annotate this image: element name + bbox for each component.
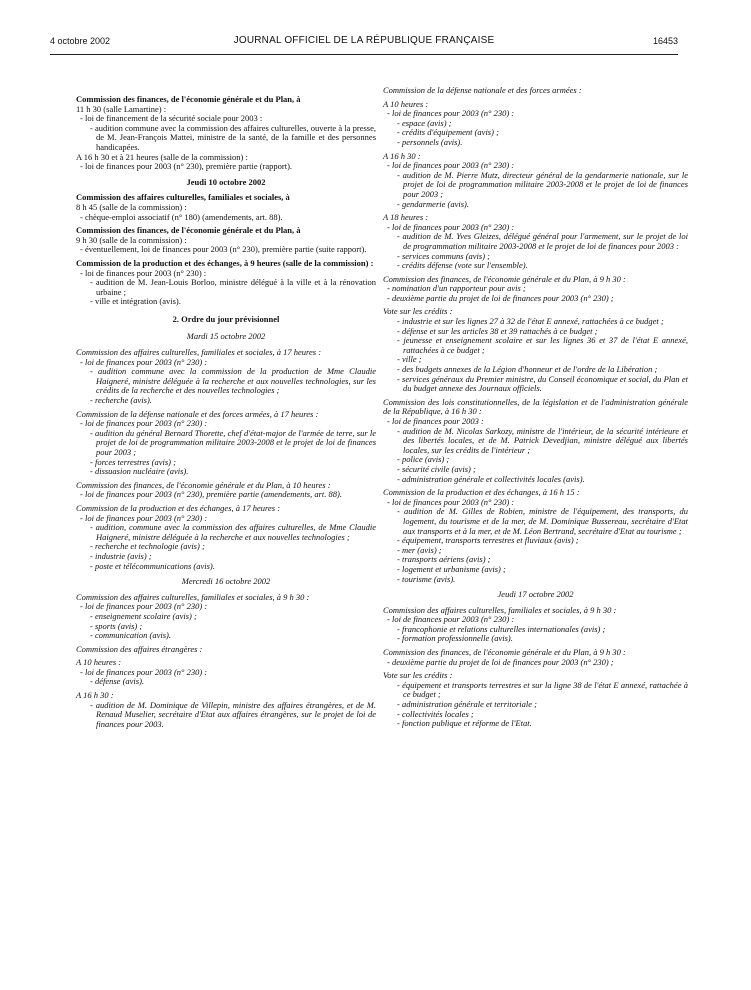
page-header <box>50 34 678 50</box>
left-paragraph: 9 h 30 (salle de la commission) : <box>76 234 187 245</box>
right-paragraph: Jeudi 17 octobre 2002 <box>497 589 574 600</box>
right-paragraph: A 10 heures : <box>383 98 429 109</box>
left-paragraph: Commission des finances, de l'économie générale et du Plan, à <box>76 94 301 104</box>
left-paragraph: - défense (avis). <box>90 676 145 687</box>
left-paragraph: Commission de la production et des échanges, à 9 heures (salle de la commission) : <box>76 257 374 268</box>
right-paragraph: - transports aériens (avis) ; <box>397 554 491 565</box>
right-paragraph: - des budgets annexes de la Légion d'honneur et de l'ordre de la Libération ; <box>397 364 658 375</box>
left-paragraph: - loi de finances pour 2003 (n° 230) : <box>80 666 208 677</box>
left-paragraph: - loi de finances pour 2003 (n° 230) : <box>80 267 207 278</box>
right-paragraph: - collectivités locales ; <box>397 708 474 719</box>
left-paragraph: Commission des affaires étrangères : <box>76 643 203 654</box>
right-paragraph: - loi de finances pour 2003 (n° 230) : <box>387 160 515 171</box>
header-date: 4 octobre 2002 <box>50 36 111 46</box>
left-paragraph: - chèque-emploi associatif (n° 180) (amendements, art. 88). <box>80 211 283 222</box>
left-paragraph: - loi de finances pour 2003 (n° 230) : <box>80 356 208 367</box>
right-column <box>383 86 688 729</box>
left-paragraph: 11 h 30 (salle Lamartine) : <box>76 103 167 114</box>
right-paragraph: - tourisme (avis). <box>397 573 456 584</box>
left-paragraph: - enseignement scolaire (avis) ; <box>90 610 197 621</box>
right-paragraph: - police (avis) ; <box>397 454 450 465</box>
right-paragraph: - deuxième partie du projet de loi de finances pour 2003 (n° 230) ; <box>387 292 614 303</box>
left-paragraph: 8 h 45 (salle de la commission) : <box>76 201 187 212</box>
right-paragraph: - logement et urbanisme (avis) ; <box>397 563 506 574</box>
right-paragraph: Commission de la défense nationale et des forces armées : <box>383 85 582 95</box>
left-paragraph: - recherche (avis). <box>90 395 152 406</box>
right-paragraph: Commission des finances, de l'économie générale et du Plan, à 9 h 30 : <box>383 273 626 284</box>
right-paragraph: - services généraux du Premier ministre, du Conseil économique et social, du Plan et du budget annexe des Journaux officiels. <box>397 373 688 394</box>
left-paragraph: Commission de la production et des échanges, à 17 heures : <box>76 502 281 513</box>
right-paragraph: Commission des finances, de l'économie générale et du Plan, à 9 h 30 : <box>383 647 626 658</box>
right-paragraph: - loi de finances pour 2003 (n° 230) : <box>387 496 515 507</box>
left-paragraph: - loi de finances pour 2003 (n° 230), première partie (rapport). <box>80 161 293 172</box>
left-paragraph: - loi de finances pour 2003 (n° 230) : <box>80 512 208 523</box>
left-paragraph: - audition de M. Dominique de Villepin, ministre des affaires étrangères, et de M. Renaud Muselier, secrétaire d'Etat aux affaires étrangères, sur le projet de loi de finances pour 2003. <box>90 699 376 729</box>
right-paragraph: Vote sur les crédits : <box>383 670 453 681</box>
left-paragraph: - audition de M. Jean-Louis Borloo, ministre délégué à la ville et à la rénovation urbaine ; <box>90 277 376 297</box>
left-paragraph: Commission des affaires culturelles, familiales et sociales, à 9 h 30 : <box>76 591 310 602</box>
right-paragraph: - deuxième partie du projet de loi de finances pour 2003 (n° 230) ; <box>387 656 614 667</box>
left-paragraph: - poste et télécommunications (avis). <box>90 560 215 571</box>
left-paragraph: - audition commune avec la commission de la production de Mme Claudie Haigneré, ministre déléguée à la recherche et aux nouvelles technologies, sur les crédits de la recherche et des nouvelles technologies ; <box>90 366 376 396</box>
right-paragraph: - services communs (avis) ; <box>397 250 490 261</box>
left-paragraph: A 10 heures : <box>76 657 122 668</box>
page-number: 16453 <box>652 36 678 46</box>
header-rule <box>50 54 678 55</box>
right-paragraph: A 18 heures : <box>383 212 429 223</box>
left-paragraph: - ville et intégration (avis). <box>90 296 181 307</box>
right-paragraph: - administration générale et territoriale ; <box>397 699 537 710</box>
right-paragraph: - personnels (avis). <box>397 136 463 147</box>
right-paragraph: - nomination d'un rapporteur pour avis ; <box>387 283 526 294</box>
left-paragraph: - loi de financement de la sécurité sociale pour 2003 : <box>80 113 263 124</box>
left-paragraph: 2. Ordre du jour prévisionnel <box>172 313 280 324</box>
left-paragraph: A 16 h 30 : <box>76 690 114 701</box>
right-paragraph: Commission des affaires culturelles, familiales et sociales, à 9 h 30 : <box>383 604 617 615</box>
right-paragraph: A 16 h 30 : <box>383 150 421 161</box>
right-paragraph: Commission des lois constitutionnelles, de la législation et de l'administration générale de la République, à 16 h 30 : <box>383 396 688 417</box>
left-paragraph: Commission des affaires culturelles, familiales et sociales, à 17 heures : <box>76 347 322 358</box>
right-paragraph: - loi de finances pour 2003 (n° 230) : <box>387 221 515 232</box>
journal-title: JOURNAL OFFICIEL DE LA RÉPUBLIQUE FRANÇAISE <box>233 35 495 46</box>
left-paragraph: - forces terrestres (avis) ; <box>90 456 176 467</box>
right-paragraph: - formation professionnelle (avis). <box>397 633 513 644</box>
left-paragraph: Commission des affaires culturelles, familiales et sociales, à <box>76 192 290 203</box>
right-paragraph: - administration générale et collectivités locales (avis). <box>397 473 585 484</box>
right-paragraph: - francophonie et relations culturelles internationales (avis) ; <box>397 623 606 634</box>
right-paragraph: - équipement et transports terrestres et sur la ligne 38 de l'état E annexé, rattachée à ce budget ; <box>397 679 688 700</box>
right-paragraph: - loi de finances pour 2003 (n° 230) : <box>387 614 515 625</box>
left-paragraph: - audition du général Bernard Thorette, chef d'état-major de l'armée de terre, sur le projet de loi de programmation militaire 2003-2008 et le projet de loi de finances pour 2003 ; <box>90 427 376 457</box>
right-paragraph: - audition de M. Pierre Mutz, directeur général de la gendarmerie nationale, sur le projet de loi de programmation militaire 2003-2008 et le projet de loi de finances pour 2003 ; <box>397 169 688 199</box>
right-paragraph: - loi de finances pour 2003 : <box>387 416 484 426</box>
right-paragraph: - gendarmerie (avis). <box>397 198 469 209</box>
left-paragraph: Commission de la défense nationale et des forces armées, à 17 heures : <box>76 408 319 419</box>
right-paragraph: - audition de M. Gilles de Robien, ministre de l'équipement, des transports, du logement, du tourisme et de la mer, de M. Dominique Bussereau, secrétaire d'Etat aux transports et à la mer, et de M. Léon Bertrand, secrétaire d'Etat au tourisme ; <box>397 506 688 536</box>
left-column <box>76 95 376 729</box>
right-paragraph: - mer (avis) ; <box>397 544 442 555</box>
left-paragraph: - dissuasion nucléaire (avis). <box>90 466 189 477</box>
left-paragraph: - loi de finances pour 2003 (n° 230), première partie (amendements, art. 88). <box>80 489 342 500</box>
right-paragraph: - espace (avis) ; <box>397 117 452 128</box>
right-paragraph: - sécurité civile (avis) ; <box>397 463 476 474</box>
right-paragraph: - crédits d'équipement (avis) ; <box>397 127 499 138</box>
right-paragraph: - jeunesse et enseignement scolaire et sur les lignes 36 et 37 de l'état E annexé, rattachées à ce budget ; <box>397 335 688 355</box>
left-paragraph: Mercredi 16 octobre 2002 <box>181 576 271 587</box>
right-paragraph: Vote sur les crédits : <box>383 306 453 317</box>
right-paragraph: - crédits défense (vote sur l'ensemble). <box>397 260 528 271</box>
left-paragraph: - recherche et technologie (avis) ; <box>90 541 205 552</box>
left-paragraph: A 16 h 30 et à 21 heures (salle de la commission) : <box>76 151 248 162</box>
left-paragraph: - industrie (avis) ; <box>90 550 152 561</box>
left-paragraph: Commission des finances, de l'économie générale et du Plan, à <box>76 225 301 236</box>
left-paragraph: - communication (avis). <box>90 630 171 641</box>
left-paragraph: - éventuellement, loi de finances pour 2003 (n° 230), première partie (suite rapport). <box>80 244 367 255</box>
left-paragraph: - audition, commune avec la commission des affaires culturelles, de Mme Claudie Haigneré, ministre déléguée à la recherche et aux nouvelles technologies ; <box>90 522 376 542</box>
left-paragraph: - loi de finances pour 2003 (n° 230) : <box>80 418 208 429</box>
right-paragraph: - audition de M. Yves Gleizes, délégué général pour l'armement, sur le projet de loi de programmation militaire 2003-2008 et le projet de loi de finances pour 2003 : <box>397 231 688 251</box>
right-paragraph: - loi de finances pour 2003 (n° 230) : <box>387 108 515 119</box>
right-paragraph: - ville ; <box>397 354 422 365</box>
left-paragraph: Commission des finances, de l'économie générale et du Plan, à 10 heures : <box>76 479 331 490</box>
left-paragraph: Jeudi 10 octobre 2002 <box>186 176 266 187</box>
right-paragraph: - défense et sur les articles 38 et 39 rattachés à ce budget ; <box>397 325 598 336</box>
right-paragraph: - fonction publique et réforme de l'Etat. <box>397 718 532 729</box>
right-paragraph: Commission de la production et des échanges, à 16 h 15 : <box>383 487 580 498</box>
right-paragraph: - audition de M. Nicolas Sarkozy, ministre de l'intérieur, de la sécurité intérieure et des libertés locales, et de M. Patrick Devedjian, ministre délégué aux libertés locales, sur les crédits de l'intérieur ; <box>397 425 688 455</box>
left-paragraph: Mardi 15 octobre 2002 <box>186 331 266 342</box>
right-paragraph: - industrie et sur les lignes 27 à 32 de l'état E annexé, rattachées à ce budget ; <box>397 316 664 327</box>
left-paragraph: - sports (avis) ; <box>90 620 143 631</box>
right-paragraph: - équipement, transports terrestres et fluviaux (avis) ; <box>397 535 579 546</box>
left-paragraph: - loi de finances pour 2003 (n° 230) : <box>80 601 208 612</box>
left-paragraph: - audition commune avec la commission des affaires culturelles, ouverte à la presse, de M. Jean-François Mattei, ministre de la santé, de la famille et des personnes handicapées. <box>90 122 376 152</box>
